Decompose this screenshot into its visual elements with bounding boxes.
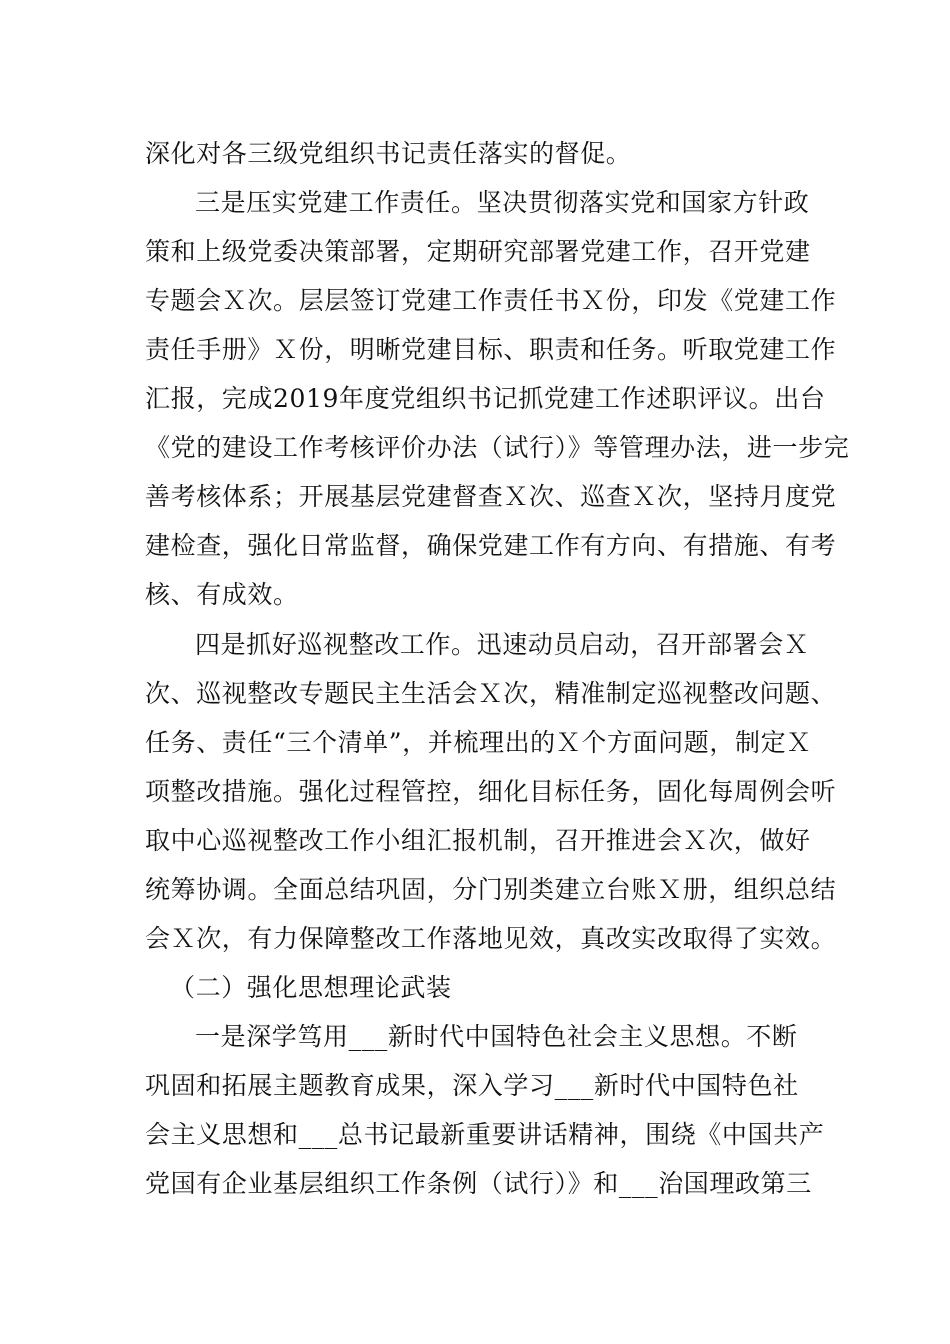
paragraph-line: 汇报，完成2019年度党组织书记抓党建工作述职评议。出台	[145, 384, 826, 413]
paragraph-line: 《党的建设工作考核评价办法（试行）》等管理办法，进一步完	[145, 433, 850, 462]
paragraph-line: 取中心巡视整改工作小组汇报机制，召开推进会Ｘ次，做好	[145, 826, 811, 855]
paragraph-line: 会主义思想和___总书记最新重要讲话精神，围绕《中国共产	[145, 1120, 825, 1149]
paragraph-line: 四是抓好巡视整改工作。迅速动员启动，召开部署会Ｘ	[195, 630, 810, 659]
paragraph-line: 策和上级党委决策部署，定期研究部署党建工作，召开党建	[145, 237, 811, 266]
paragraph-line: 深化对各三级党组织书记责任落实的督促。	[145, 139, 632, 168]
paragraph-line: 三是压实党建工作责任。坚决贯彻落实党和国家方针政	[195, 188, 810, 217]
paragraph-line: 核、有成效。	[145, 580, 299, 609]
paragraph-line: 一是深学笃用___新时代中国特色社会主义思想。不断	[195, 1022, 798, 1051]
paragraph-line: 次、巡视整改专题民主生活会Ｘ次，精准制定巡视整改问题、	[145, 679, 837, 708]
paragraph-line: 统筹协调。全面总结巩固，分门别类建立台账Ｘ册，组织总结	[145, 875, 837, 904]
paragraph-line: 巩固和拓展主题教育成果，深入学习___新时代中国特色社	[145, 1071, 799, 1100]
paragraph-line: 党国有企业基层组织工作条例（试行）》和___治国理政第三	[145, 1169, 812, 1198]
paragraph-line: 任务、责任“三个清单”，并梳理出的Ｘ个方面问题，制定Ｘ	[145, 728, 812, 757]
paragraph-line: 项整改措施。强化过程管控，细化目标任务，固化每周例会听	[145, 777, 837, 806]
paragraph-line: 建检查，强化日常监督，确保党建工作有方向、有措施、有考	[145, 531, 837, 560]
paragraph-line: 专题会Ｘ次。层层签订党建工作责任书Ｘ份，印发《党建工作	[145, 286, 837, 315]
paragraph-line: 善考核体系；开展基层党建督查Ｘ次、巡查Ｘ次，坚持月度党	[145, 482, 837, 511]
paragraph-line: 会Ｘ次，有力保障整改工作落地见效，真改实改取得了实效。	[145, 924, 837, 953]
paragraph-line: 责任手册》Ｘ份，明晰党建目标、职责和任务。听取党建工作	[145, 335, 837, 364]
section-heading: （二）强化思想理论武装	[170, 973, 452, 1002]
